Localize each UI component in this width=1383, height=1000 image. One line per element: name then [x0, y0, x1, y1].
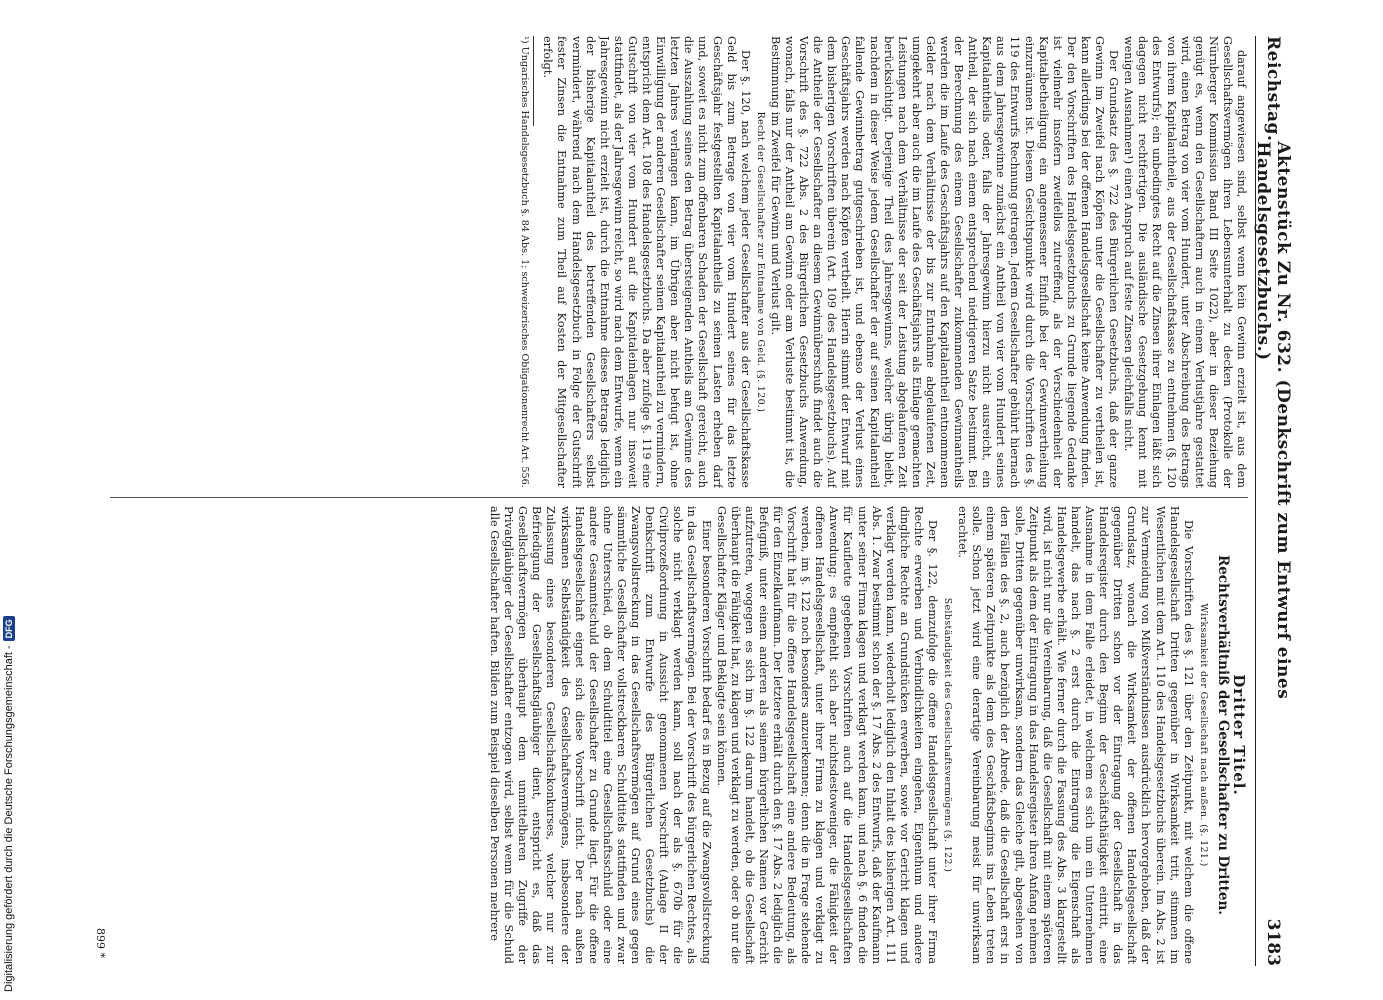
section-title: Dritter Titel. [1230, 674, 1248, 796]
scanned-page [92, 12, 1300, 984]
footnote: ¹) Ungarisches Handelsgesetzbuch §. 84 Abs. 1; schweizerisches Obligationenrecht Art. 556. [519, 36, 531, 488]
section-sidehead: Recht der Gesellschafter zur Entnahme von Geld. (§. 120.) [754, 111, 766, 413]
paragraph: Der §. 120, nach welchem jeder Gesellschafter aus der Gesellschaftskasse Geld bis zum Betrage von vier vom Hundert seines für das letzte Geschäftsjahr festgestellten Kapitalantheils zu seinen Lasten erheben darf und, soweit es nicht zum offenbaren Schaden der Gesellschaft gereicht, auch die Auszahlung seines den Betrag übersteigenden Antheils am Gewinne des letzten Jahres verlangen kann, im Übrigen aber nicht befugt ist, ohne Einwilligung der anderen Gesellschafter seinen Kapitalantheil zu vermindern, entspricht dem Art. 108 des Handelsgesetzbuchs. Da aber zufolge §. 119 eine Gutschrift von vier vom Hundert auf die Kapitaleinlagen nur insoweit stattfindet, als der Jahresgewinn reicht, so wird nach dem Entwurfe, wenn ein Jahresgewinn nicht erzielt ist, durch die Entnahme dieses Betrags lediglich der bisherige Kapitalantheil des betreffenden Gesellschafters selbst vermindert, während nach dem Handelsgesetzbuch in Folge der Gutschrift fester Zinsen die Entnahme zum Theil auf Kosten der Mitgesellschafter erfolgt. [541, 36, 752, 488]
header-title: Aktenstück Zu Nr. 632. (Denkschrift zum Entwurf eines Handelsgesetzbuchs.) [1253, 141, 1293, 700]
credit-text: Digitalisierung gefördert durch die Deutsche Forschungsgemeinschaft - [3, 645, 15, 992]
header-left: Reichstag. [1263, 36, 1283, 142]
running-header [1253, 36, 1293, 966]
paragraph: Der §. 122, demzufolge die offene Handelsgesellschaft unter ihrer Firma Rechte erwerben und Verbindlichkeiten eingehen, Eigenthum und andere dingliche Rechte an Grundstücken erwerben, sowie vor Gericht klagen und verklagt werden kann, wiederholt lediglich den Inhalt des bisherigen Art. 111 Abs. 1. Zwar bestimmt schon der §. 17 Abs. 2 des Entwurfs, daß der Kaufmann unter seiner Firma klagen und verklagt werden kann, und nach §. 6 finden die für Kaufleute gegebenen Vorschriften auch auf die Handelsgesellschaften Anwendung; es empfiehlt sich aber nichtsdestoweniger, die Fähigkeit der offenen Handelsgesellschaft, unter ihrer Firma zu klagen und verklagt zu werden, im §. 122 noch besonders anzuerkennen; denn die in Frage stehende Vorschrift hat für die offene Handelsgesellschaft eine andere Bedeutung, als für den Einzelkaufmann. Der letztere erhält durch den §. 17 Abs. 2 lediglich die Befugniß, unter einem anderen als seinem bürgerlichen Namen vor Gericht aufzutreten, wogegen es sich im §. 122 darum handelt, ob die Gesellschaft überhaupt die Fähigkeit hat, zu klagen und verklagt zu werden, oder ob nur die Gesellschafter Kläger und Beklagte sein können. [714, 506, 940, 964]
page-number: 3183 [1263, 918, 1283, 966]
paragraph: Die Vorschriften des §. 121 über den Zeitpunkt, mit welchem die offene Handelsgesellschaft Dritten gegenüber in Wirksamkeit tritt, stimmen im Wesentlichen mit dem Art. 110 des Handelsgesetzbuchs überein. Im Abs. 2 ist zur Vermeidung von Mißverständnissen ausdrücklich hervorgehoben, daß der Grundsatz, wonach die Wirksamkeit der offenen Handelsgesellschaft gegenüber Dritten schon vor der Eintragung der Gesellschaft in das Handelsregister durch den Beginn der Geschäftsthätigkeit eintritt, eine Ausnahme in dem Falle erleidet, in welchem es sich um ein Unternehmen handelt, das nach §. 2 erst durch die Eintragung die Eigenschaft als Handelsgewerbe erhält. Wie ferner durch die Fassung des Abs. 3 klargestellt wird, ist nicht nur die Vereinbarung, daß die Gesellschaft mit einem späteren Zeitpunkt als dem der Eintragung in das Handelsregister ihren Anfang nehmen solle, Dritten gegenüber unwirksam, sondern das Gleiche gilt, abgesehen von den Fällen des §. 2, auch bezüglich der Abrede, daß die Gesellschaft erst in einem späteren Zeitpunkte als dem des Geschäftsbeginns ins Leben treten solle. Schon jetzt wird eine derartige Vereinbarung meist für unwirksam erachtet. [956, 506, 1195, 964]
dfg-logo: DFG [3, 616, 15, 641]
paragraph: Einer besonderen Vorschrift bedarf es in Bezug auf die Zwangsvollstreckung in das Gesellschaftsvermögen. Bei der Vorschrift des bürgerlichen Rechtes, als solche nicht verklagt werden kann, soll nach der als §. 670b für die Civilprozeßordnung in Aussicht genommenen Vorschrift (Anlage II der Denkschrift zum Entwurfe des Bürgerlichen Gesetzbuchs) die Zwangsvollstreckung in das Gesellschaftsvermögen auf Grund eines gegen sämmtliche Gesellschafter vollstreckbaren Schuldtitels stattfinden und zwar ohne Unterschied, ob dem Schuldtitel eine Gesellschaftsschuld oder eine andere Gesammtschuld der Gesellschafter zu Grunde liegt. Für die offene Handelsgesellschaft eignet sich diese Vorschrift nicht. Der nach außen wirksamen Selbständigkeit des Gesellschaftsvermögens, insbesondere der Zulassung eines besonderen Gesellschaftskonkurses, welcher nur zur Befriedigung der Gesellschaftsgläubiger dient, entspricht es, daß das Gesellschaftsvermögen überhaupt dem unmittelbaren Zugriffe der Privatgläubiger der Gesellschafter entzogen wird, selbst wenn für die Schuld alle Gesellschafter haften. Bilden zum Beispiel dieselben Personen mehrere [488, 506, 713, 964]
paragraph: Der Grundsatz des §. 722 des Bürgerlichen Gesetzbuchs, daß der ganze Gewinn im Zweifel nach Köpfen unter die Gesellschafter zu vertheilen ist, kann allerdings bei der offenen Handelsgesellschaft keine Anwendung finden. Der den Vorschriften des Handelsgesetzbuchs zu Grunde liegende Gedanke ist vielmehr insofern zweifellos zutreffend, als der Verschiedenheit der Kapitalbetheiligung ein angemessener Einfluß bei der Gewinnvertheilung einzuräumen ist. Diesem Gesichtspunkte wird durch die Vorschriften des §. 119 des Entwurfs Rechnung getragen. Jedem Gesellschafter gebührt hiernach aus dem Jahresgewinne zunächst ein Antheil von vier vom Hundert seines Kapitalantheils oder, falls der Jahresgewinn hierzu nicht ausreicht, ein Antheil, der sich nach einem entsprechend niedrigeren Satze bestimmt. Bei der Berechnung des einem Gesellschafter zukommenden Gewinnantheils werden die im Laufe des Geschäftsjahrs auf den Kapitalantheil entnommenen Gelder nach dem Verhältnisse der bis zur Entnahme abgelaufenen Zeit, umgekehrt aber auch die im Laufe des Geschäftsjahrs als Einlage gemachten Leistungen nach dem Verhältnisse der seit der Leistung abgelaufenen Zeit berücksichtigt. Derjenige Theil des Jahresgewinns, welcher übrig bleibt, nachdem in dieser Weise jedem Gesellschafter der auf seinen Kapitalantheil fallende Gewinnbetrag gutgeschrieben ist, und ebenso der Verlust eines Geschäftsjahrs werden nach Köpfen vertheilt. Hierin stimmt der Entwurf mit dem bisherigen Vorschriften überein (Art. 109 des Handelsgesetzbuchs). Auf die Antheile der Gesellschafter an diesem Gewinnüberschuß findet auch die Vorschrift des §. 722 Abs. 2 des Bürgerlichen Gesetzbuchs Anwendung, wonach, falls nur der Antheil am Gewinn oder am Verluste bestimmt ist, die Bestimmung im Zweifel für Gewinn und Verlust gilt. [768, 36, 1121, 488]
sheet-signature: 899 * [94, 928, 107, 958]
section-sidehead: Wirksamkeit der Gesellschaft nach außen. (§. 121.) [1197, 603, 1209, 867]
footnote-rule [533, 36, 534, 126]
left-column [110, 36, 1248, 488]
digitization-credit [0, 0, 26, 1000]
paragraph: darauf angewiesen sind, selbst wenn kein Gewinn erzielt ist, aus dem Gesellschaftsvermögen ihren Lebensunterhalt zu decken (Protokolle der Nürnberger Kommission Band III Seite 1022), aber in dieser Beziehung genügt es, wenn den Gesellschaftern auch in einem Verlustjahre gestattet wird, einen Betrag von vier vom Hundert, unter Abschreibung des Betrags von ihrem Kapitalantheile, aus der Gesellschaftskasse zu entnehmen (§. 120 des Entwurfs); ein unbedingtes Recht auf die Zinsen ihrer Einlagen läßt sich dagegen nicht rechtfertigen. Die ausländische Gesetzgebung kennt mit wenigen Ausnahmen¹) einen Anspruch auf feste Zinsen gleichfalls nicht. [1122, 36, 1248, 488]
page-content [92, 12, 1300, 984]
section-subtitle: Rechtsverhältniß der Gesellschafter zu Dritten. [1214, 555, 1231, 915]
section-title-block [1216, 506, 1246, 964]
section-sidehead: Selbständigkeit des Gesellschaftsvermögens (§. 122.) [942, 597, 954, 873]
right-column [110, 506, 1248, 964]
column-divider [110, 497, 1248, 498]
